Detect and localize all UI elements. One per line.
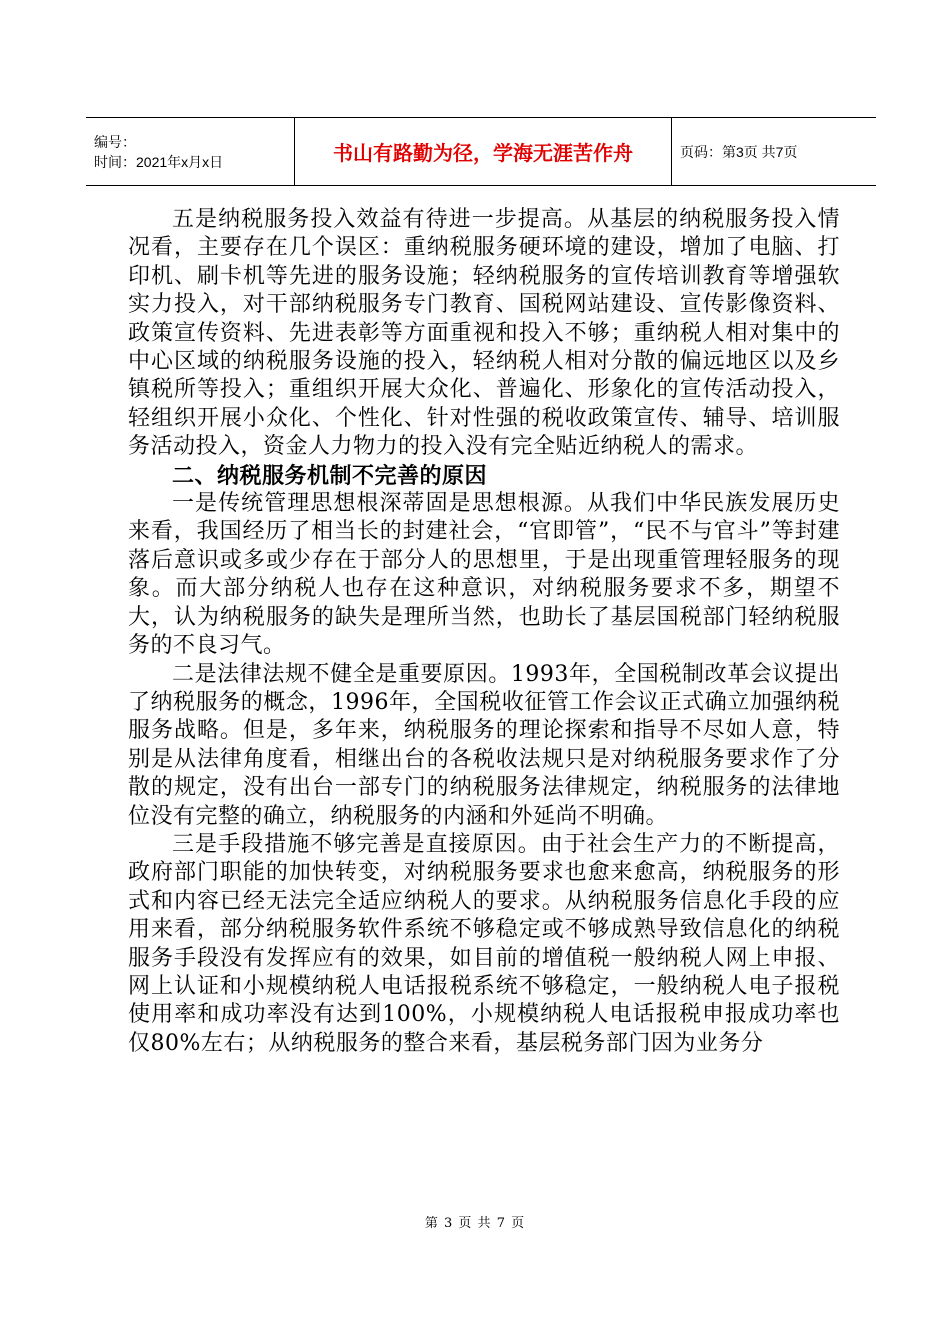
page-label: 页码：第3页 共7页 (680, 143, 798, 160)
header-page-info (672, 118, 876, 185)
paragraph-3: 二是法律法规不健全是重要原因。1993年，全国税制改革会议提出了纳税服务的概念，1996年，全国税收征管工作会议正式确立加强纳税服务战略。但是，多年来，纳税服务的理论探索和指导不尽如人意，特别是从法律角度看，相继出台的各税收法规只是对纳税服务要求作了分散的规定，没有出台一部专门的纳税服务法律规定，纳税服务的法律地位没有完整的确立，纳税服务的内涵和外延尚不明确。 (128, 661, 840, 829)
serial-label: 编号： (94, 133, 136, 150)
document-body (128, 206, 840, 1058)
motto-text: 书山有路勤为径，学海无涯苦作舟 (333, 143, 633, 165)
paragraph-1: 五是纳税服务投入效益有待进一步提高。从基层的纳税服务投入情况看，主要存在几个误区：重纳税服务硬环境的建设，增加了电脑、打印机、刷卡机等先进的服务设施；轻纳税服务的宣传培训教育等增强软实力投入，对干部纳税服务专门教育、国税网站建设、宣传影像资料、政策宣传资料、先进表彰等方面重视和投入不够；重纳税人相对集中的中心区域的纳税服务设施的投入，轻纳税人相对分散的偏远地区以及乡镇税所等投入；重组织开展大众化、普遍化、形象化的宣传活动投入，轻组织开展小众化、个性化、针对性强的税收政策宣传、辅导、培训服务活动投入，资金人力物力的投入没有完全贴近纳税人的需求。 (128, 207, 840, 460)
section-heading-2: 二、纳税服务机制不完善的原因 (172, 462, 488, 489)
page-footer: 第 3 页 共 7 页 (424, 1216, 526, 1231)
date-label: 时间：2021年x月x日 (94, 153, 224, 170)
document-header (86, 117, 876, 186)
paragraph-4: 三是手段措施不够完善是直接原因。由于社会生产力的不断提高，政府部门职能的加快转变，对纳税服务要求也愈来愈高，纳税服务的形式和内容已经无法完全适应纳税人的要求。从纳税服务信息化手段的应用来看，部分纳税服务软件系统不够稳定或不够成熟导致信息化的纳税服务手段没有发挥应有的效果，如目前的增值税一般纳税人网上申报、网上认证和小规模纳税人电话报税系统不够稳定，一般纳税人电子报税使用率和成功率没有达到100%，小规模纳税人电话报税申报成功率也仅80%左右；从纳税服务的整合来看，基层税务部门因为业务分 (128, 831, 840, 1056)
header-meta (86, 118, 294, 185)
paragraph-2: 一是传统管理思想根深蒂固是思想根源。从我们中华民族发展历史来看，我国经历了相当长的封建社会，“官即管”，“民不与官斗”等封建落后意识或多或少存在于部分人的思想里，于是出现重管理轻服务的现象。而大部分纳税人也存在这种意识，对纳税服务要求不多，期望不大，认为纳税服务的缺失是理所当然，也助长了基层国税部门轻纳税服务的不良习气。 (128, 491, 840, 659)
header-motto (294, 118, 672, 185)
